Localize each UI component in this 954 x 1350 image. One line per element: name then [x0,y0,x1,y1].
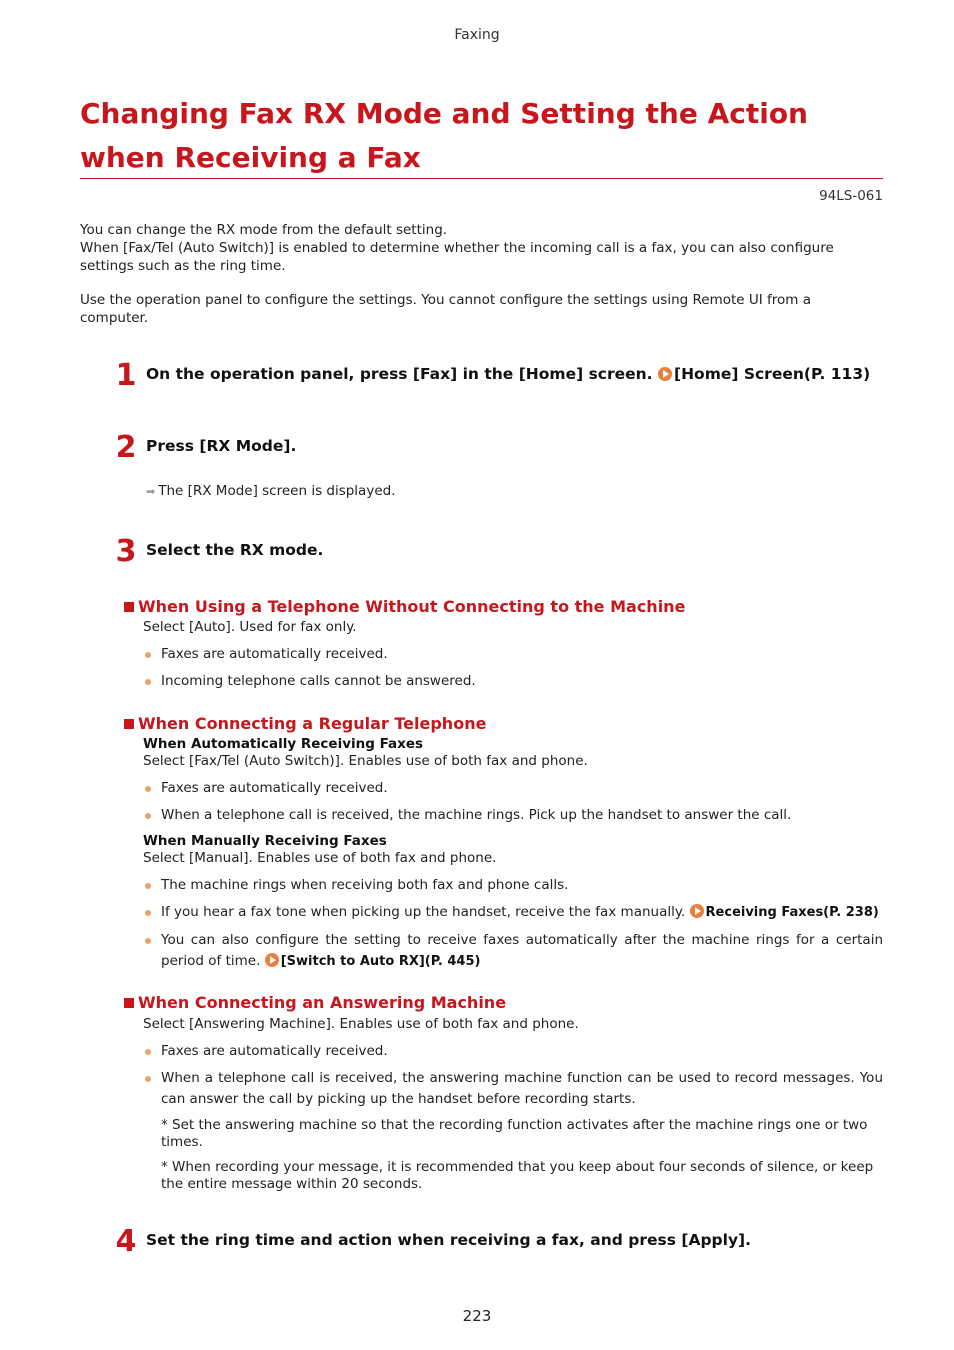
auto-receive-desc: Select [Fax/Tel (Auto Switch)]. Enables use of both fax and phone. [143,753,588,769]
bullet-dot-icon [145,679,151,685]
manual-receive-desc: Select [Manual]. Enables use of both fax and phone. [143,850,497,866]
list-item-text: If you hear a fax tone when picking up the handset, receive the fax manually. [161,904,686,920]
home-screen-link[interactable]: [Home] Screen(P. 113) [673,365,871,383]
list-item-text: Incoming telephone calls cannot be answered. [161,673,476,689]
list-item-text: Faxes are automatically received. [161,780,388,796]
list-item [143,1041,883,1062]
list-item-text: When a telephone call is received, the answering machine function can be used to record messages. You can answer the call by picking up the handset before recording starts. [161,1070,883,1107]
intro-line-1: You can change the RX mode from the default setting. [80,222,448,238]
bullet-dot-icon [145,652,151,658]
bullet-dot-icon [145,1076,151,1082]
result-arrow-icon: ➡ [146,485,156,498]
bullet-dot-icon [145,938,151,944]
document-code: 94LS-061 [819,188,883,204]
step-4-text: Set the ring time and action when receiving a fax, and press [Apply]. [146,1231,752,1249]
link-arrow-icon [690,904,704,918]
step-2-number: 2 [115,430,137,465]
manual-receive-label: When Manually Receiving Faxes [143,833,387,849]
answering-note-2: * When recording your message, it is recommended that you keep about four seconds of silence, or keep the entire message within 20 seconds. [161,1159,874,1192]
link-arrow-icon [658,367,672,381]
page-title: Changing Fax RX Mode and Setting the Action when Receiving a Fax [80,97,808,174]
list-item-text: When a telephone call is received, the machine rings. Pick up the handset to answer the call. [161,807,792,823]
section-heading-text: When Connecting an Answering Machine [138,993,507,1012]
section-heading-text: When Using a Telephone Without Connecting to the Machine [138,597,686,616]
no-phone-desc: Select [Auto]. Used for fax only. [143,619,357,635]
list-item [143,805,883,826]
switch-auto-rx-link[interactable]: [Switch to Auto RX](P. 445) [280,954,481,969]
step-3-number: 3 [115,534,137,569]
section-heading-no-phone [124,597,685,617]
list-item [143,930,883,972]
heading-square-icon [124,998,134,1008]
list-item [143,671,883,692]
bullet-dot-icon [145,883,151,889]
step-2-result [146,483,396,499]
section-heading-text: When Connecting a Regular Telephone [138,714,487,733]
list-item-text: The machine rings when receiving both fax and phone calls. [161,877,569,893]
heading-square-icon [124,602,134,612]
intro-line-2: When [Fax/Tel (Auto Switch)] is enabled to determine whether the incoming call is a fax, you can also configure settings such as the ring time. [80,240,834,274]
running-header: Faxing [454,27,500,43]
bullet-dot-icon [145,813,151,819]
bullet-dot-icon [145,786,151,792]
heading-square-icon [124,719,134,729]
receiving-faxes-link[interactable]: Receiving Faxes(P. 238) [705,905,879,920]
step-1-text [146,364,870,384]
link-arrow-icon [265,953,279,967]
step-2-result-text: The [RX Mode] screen is displayed. [158,483,396,499]
section-heading-regular-phone [124,714,486,734]
list-item-text: Faxes are automatically received. [161,646,388,662]
step-1-number: 1 [115,358,137,393]
list-item [143,1068,883,1110]
list-item-text: Faxes are automatically received. [161,1043,388,1059]
step-2-text: Press [RX Mode]. [146,437,297,455]
list-item-text: You can also configure the setting to receive faxes automatically after the machine rings for a certain period of time. [161,932,883,969]
auto-receive-label: When Automatically Receiving Faxes [143,736,424,752]
step-3-text: Select the RX mode. [146,541,324,559]
step-1-label: On the operation panel, press [Fax] in the [Home] screen. [146,365,653,383]
intro-line-3: Use the operation panel to configure the settings. You cannot configure the settings using Remote UI from a computer. [80,292,812,326]
section-heading-answering-machine [124,993,506,1013]
page-number: 223 [462,1307,492,1325]
step-4-number: 4 [115,1224,137,1259]
title-rule [80,178,883,179]
list-item [143,778,883,799]
bullet-dot-icon [145,910,151,916]
list-item [143,902,883,923]
list-item [143,875,883,896]
list-item [143,644,883,665]
answering-desc: Select [Answering Machine]. Enables use of both fax and phone. [143,1016,579,1032]
answering-note-1: * Set the answering machine so that the recording function activates after the machine rings one or two times. [161,1117,868,1150]
bullet-dot-icon [145,1049,151,1055]
